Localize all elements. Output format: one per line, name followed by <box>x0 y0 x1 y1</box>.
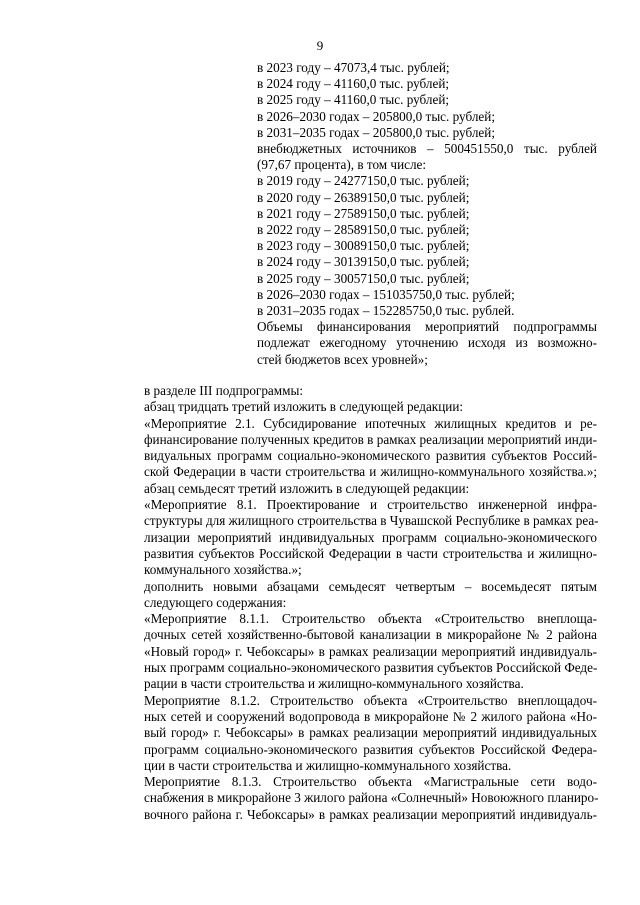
text-line: коммунального хозяйства.»; <box>144 562 302 578</box>
amendments-text <box>144 383 597 823</box>
text-line: снабжения в микрорайоне 3 жилого района «Солнечный» Новоюжного планиро- <box>144 790 599 806</box>
text-line: вый город» г. Чебоксары» в рамках реализации мероприятий индивидуальных <box>144 725 597 741</box>
funding-note-line: подлежат ежегодному уточнению исходя из возможно- <box>257 335 597 351</box>
text-line: Мероприятие 8.1.3. Строительство объекта «Магистральные сети водо- <box>144 774 597 790</box>
text-line: вочного района г. Чебоксары» в рамках реализации мероприятий индивидуаль- <box>144 806 597 822</box>
funding-line: в 2020 году – 26389150,0 тыс. рублей; <box>257 189 470 205</box>
text-line: «Мероприятие 8.1. Проектирование и строительство инженерной инфра- <box>144 497 597 513</box>
text-line: структуры для жилищного строительства в Чувашской Республике в рамках реа- <box>144 513 599 529</box>
funding-line: в 2025 году – 30057150,0 тыс. рублей; <box>257 270 470 286</box>
page-number: 9 <box>316 38 324 53</box>
text-line: ных программ социально-экономического развития субъектов Российской Феде- <box>144 660 598 676</box>
funding-line: в 2024 году – 41160,0 тыс. рублей; <box>257 76 450 92</box>
text-line: дополнить новыми абзацами семьдесят четвертым – восемьдесят пятым <box>144 578 597 594</box>
text-line: дочных сетей хозяйственно-бытовой канализации в микрорайоне № 2 района <box>144 627 597 643</box>
funding-line: в 2031–2035 годах – 205800,0 тыс. рублей; <box>257 124 495 140</box>
funding-line: в 2021 году – 27589150,0 тыс. рублей; <box>257 205 470 221</box>
funding-note-line: Объемы финансирования мероприятий подпрограммы <box>257 319 597 335</box>
text-line: Мероприятие 8.1.2. Строительство объекта «Строительство внеплощадоч- <box>144 692 597 708</box>
text-line: ции в части строительства и жилищно-коммунального хозяйства. <box>144 757 512 773</box>
text-line: абзац семьдесят третий изложить в следующей редакции: <box>144 480 470 496</box>
funding-line: в 2024 году – 30139150,0 тыс. рублей; <box>257 254 470 270</box>
funding-line: в 2019 году – 24277150,0 тыс. рублей; <box>257 173 470 189</box>
funding-line: в 2023 году – 47073,4 тыс. рублей; <box>257 60 450 75</box>
text-line: «Мероприятие 2.1. Субсидирование ипотечных жилищных кредитов и ре- <box>144 415 597 431</box>
text-line: в разделе III подпрограммы: <box>144 383 304 398</box>
funding-continuation-block <box>257 60 597 368</box>
text-line: следующего содержания: <box>144 594 287 610</box>
funding-line: в 2025 году – 41160,0 тыс. рублей; <box>257 92 450 108</box>
text-line: рации в части строительства и жилищно-коммунального хозяйства. <box>144 676 524 692</box>
funding-line: в 2026–2030 годах – 151035750,0 тыс. рублей; <box>257 286 515 302</box>
funding-note-line: стей бюджетов всех уровней»; <box>257 351 428 367</box>
funding-line: (97,67 процента), в том числе: <box>257 157 427 173</box>
text-line: абзац тридцать третий изложить в следующей редакции: <box>144 399 464 415</box>
text-line: финансирование полученных кредитов в рамках реализации мероприятий инди- <box>144 431 597 447</box>
text-line: программ социально-экономического развития субъектов Российской Федера- <box>144 741 597 757</box>
funding-line: в 2026–2030 годах – 205800,0 тыс. рублей; <box>257 108 495 124</box>
text-line: развития субъектов Российской Федерации в части строительства и жилищно- <box>144 545 597 561</box>
funding-line: в 2031–2035 годах – 152285750,0 тыс. рублей. <box>257 303 515 319</box>
text-line: ской Федерации в части строительства и жилищно-коммунального хозяйства.»; <box>144 464 597 480</box>
text-line: лизации мероприятий индивидуальных программ социально-экономического <box>144 529 597 545</box>
funding-line: в 2023 году – 30089150,0 тыс. рублей; <box>257 238 470 254</box>
funding-line: в 2022 году – 28589150,0 тыс. рублей; <box>257 222 470 238</box>
text-line: «Новый город» г. Чебоксары» в рамках реализации мероприятий индивидуаль- <box>144 643 597 659</box>
text-line: «Мероприятие 8.1.1. Строительство объекта «Строительство внеплоща- <box>144 611 597 627</box>
funding-line: внебюджетных источников – 500451550,0 тыс. рублей <box>257 141 597 157</box>
text-line: видуальных программ социально-экономического развития субъектов Россий- <box>144 448 597 464</box>
text-line: ных сетей и сооружений водопровода в микрорайоне № 2 жилого района «Но- <box>144 708 597 724</box>
